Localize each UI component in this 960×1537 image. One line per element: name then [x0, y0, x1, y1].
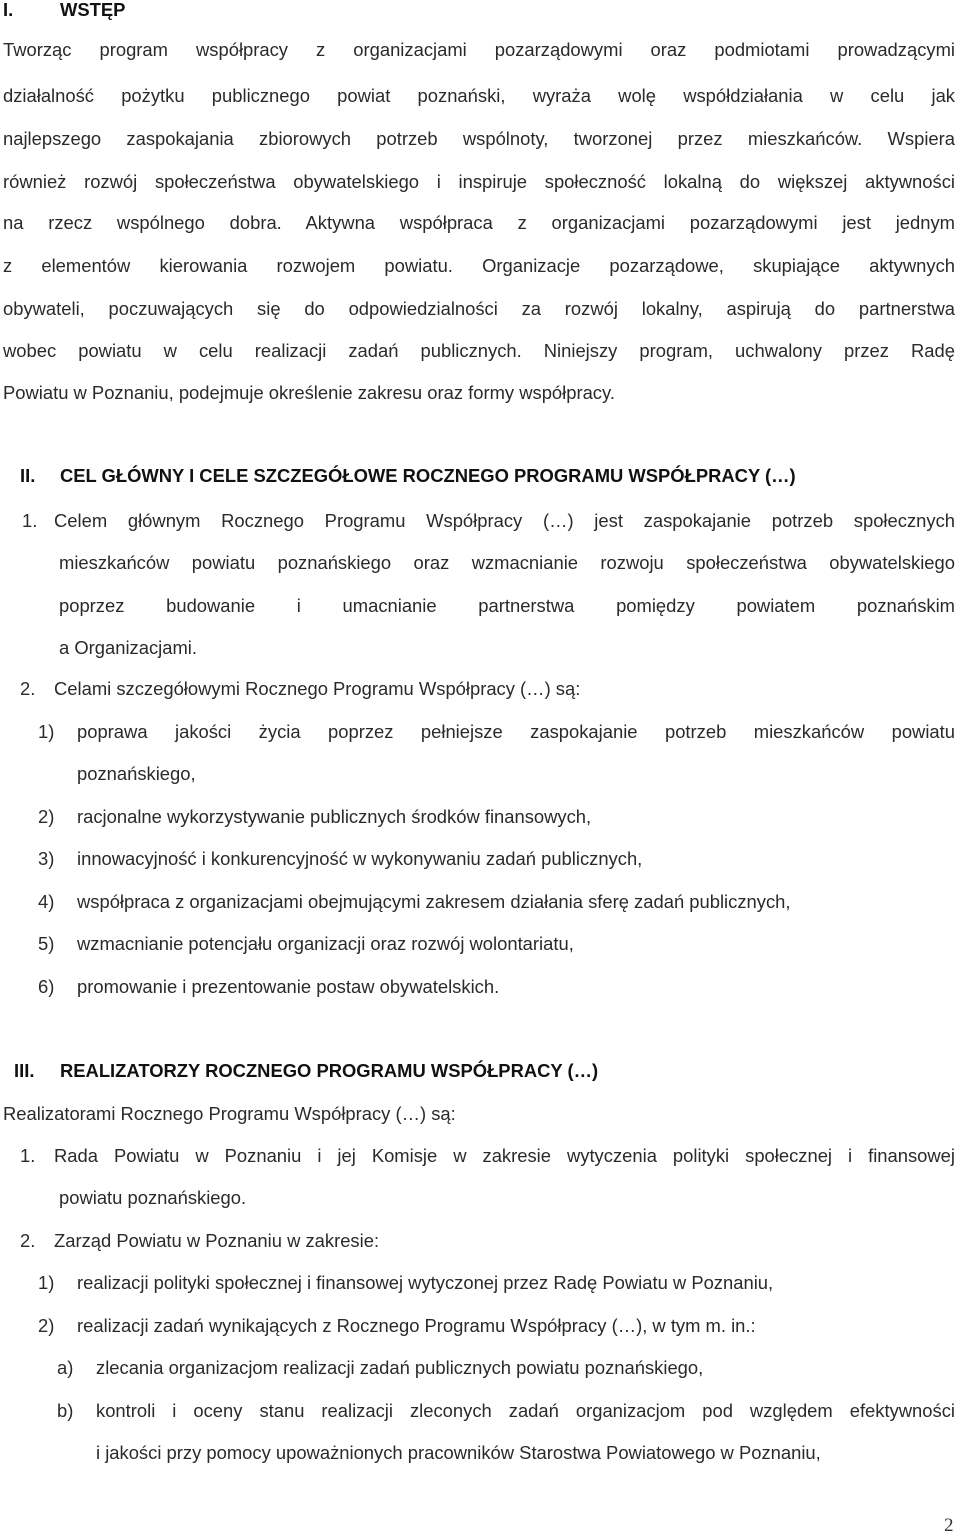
- paragraph-line: wobec powiatu w celu realizacji zadań publicznych. Niniejszy program, uchwalony przez Radę: [3, 340, 955, 361]
- section-3-heading: REALIZATORZY ROCZNEGO PROGRAMU WSPÓŁPRACY (…): [60, 1060, 599, 1081]
- list-item-line: powiatu poznańskiego.: [59, 1187, 247, 1208]
- paragraph-line: Powiatu w Poznaniu, podejmuje określenie zakresu oraz formy współpracy.: [3, 382, 615, 403]
- paragraph-line: z elementów kierowania rozwojem powiatu. Organizacje pozarządowe, skupiające aktywnych: [3, 255, 955, 276]
- list-item-line: Rada Powiatu w Poznaniu i jej Komisje w zakresie wytyczenia polityki społecznej i finansowej: [54, 1145, 955, 1166]
- paragraph-line: Tworząc program współpracy z organizacjami pozarządowymi oraz podmiotami prowadzącymi: [3, 39, 955, 60]
- sublist-item-line: innowacyjność i konkurencyjność w wykonywaniu zadań publicznych,: [77, 848, 643, 869]
- section-1-heading: WSTĘP: [60, 0, 126, 20]
- letter-number: a): [57, 1357, 74, 1378]
- section-3-number: III.: [14, 1060, 35, 1081]
- paragraph-line: najlepszego zaspokajania zbiorowych potrzeb wspólnoty, tworzonej przez mieszkańców. Wspiera: [3, 128, 955, 149]
- sublist-number: 2): [38, 1315, 55, 1336]
- sublist-item-line: poznańskiego,: [77, 763, 196, 784]
- sublist-number: 5): [38, 933, 55, 954]
- letter-item-line: i jakości przy pomocy upoważnionych pracowników Starostwa Powiatowego w Poznaniu,: [96, 1442, 821, 1463]
- list-item-line: poprzez budowanie i umacnianie partnerstwa pomiędzy powiatem poznańskim: [59, 595, 955, 616]
- list-number: 2.: [20, 678, 36, 699]
- section-3-intro: Realizatorami Rocznego Programu Współpracy (…) są:: [3, 1103, 456, 1124]
- sublist-item-line: wzmacnianie potencjału organizacji oraz rozwój wolontariatu,: [77, 933, 574, 954]
- paragraph-line: również rozwój społeczeństwa obywatelskiego i inspiruje społeczność lokalną do większej aktywności: [3, 171, 955, 192]
- sublist-number: 3): [38, 848, 55, 869]
- list-item-line: Celem głównym Rocznego Programu Współpracy (…) jest zaspokajanie potrzeb społecznych: [54, 510, 955, 531]
- list-item-text: Celami szczegółowymi Rocznego Programu Współpracy (…) są:: [54, 678, 581, 699]
- page-number: 2: [944, 1515, 954, 1536]
- paragraph-line: na rzecz wspólnego dobra. Aktywna współpraca z organizacjami pozarządowymi jest jednym: [3, 212, 955, 233]
- paragraph-line: obywateli, poczuwających się do odpowiedzialności za rozwój lokalny, aspirują do partnerstwa: [3, 298, 955, 319]
- sublist-item-line: racjonalne wykorzystywanie publicznych środków finansowych,: [77, 806, 592, 827]
- letter-item-line: kontroli i oceny stanu realizacji zleconych zadań organizacjom pod względem efektywności: [96, 1400, 955, 1421]
- section-2-heading: CEL GŁÓWNY I CELE SZCZEGÓŁOWE ROCZNEGO PROGRAMU WSPÓŁPRACY (…): [60, 465, 796, 486]
- list-item-line: a Organizacjami.: [59, 637, 197, 658]
- list-number: 1.: [20, 1145, 36, 1166]
- sublist-item-line: realizacji zadań wynikających z Rocznego Programu Współpracy (…), w tym m. in.:: [77, 1315, 756, 1336]
- sublist-item-line: realizacji polityki społecznej i finansowej wytyczonej przez Radę Powiatu w Poznaniu,: [77, 1272, 774, 1293]
- section-1-number: I.: [3, 0, 14, 20]
- section-2-number: II.: [20, 465, 36, 486]
- letter-number: b): [57, 1400, 74, 1421]
- list-number: 2.: [20, 1230, 36, 1251]
- sublist-number: 6): [38, 976, 55, 997]
- list-number: 1.: [22, 510, 38, 531]
- letter-item-line: zlecania organizacjom realizacji zadań publicznych powiatu poznańskiego,: [96, 1357, 704, 1378]
- paragraph-line: działalność pożytku publicznego powiat poznański, wyraża wolę współdziałania w celu jak: [3, 85, 955, 106]
- sublist-number: 2): [38, 806, 55, 827]
- list-item-text: Zarząd Powiatu w Poznaniu w zakresie:: [54, 1230, 380, 1251]
- list-item-line: mieszkańców powiatu poznańskiego oraz wzmacnianie rozwoju społeczeństwa obywatelskiego: [59, 552, 955, 573]
- sublist-item-line: poprawa jakości życia poprzez pełniejsze zaspokajanie potrzeb mieszkańców powiatu: [77, 721, 955, 742]
- sublist-number: 1): [38, 1272, 55, 1293]
- sublist-number: 4): [38, 891, 55, 912]
- sublist-number: 1): [38, 721, 55, 742]
- sublist-item-line: promowanie i prezentowanie postaw obywatelskich.: [77, 976, 500, 997]
- sublist-item-line: współpraca z organizacjami obejmującymi zakresem działania sferę zadań publicznych,: [77, 891, 791, 912]
